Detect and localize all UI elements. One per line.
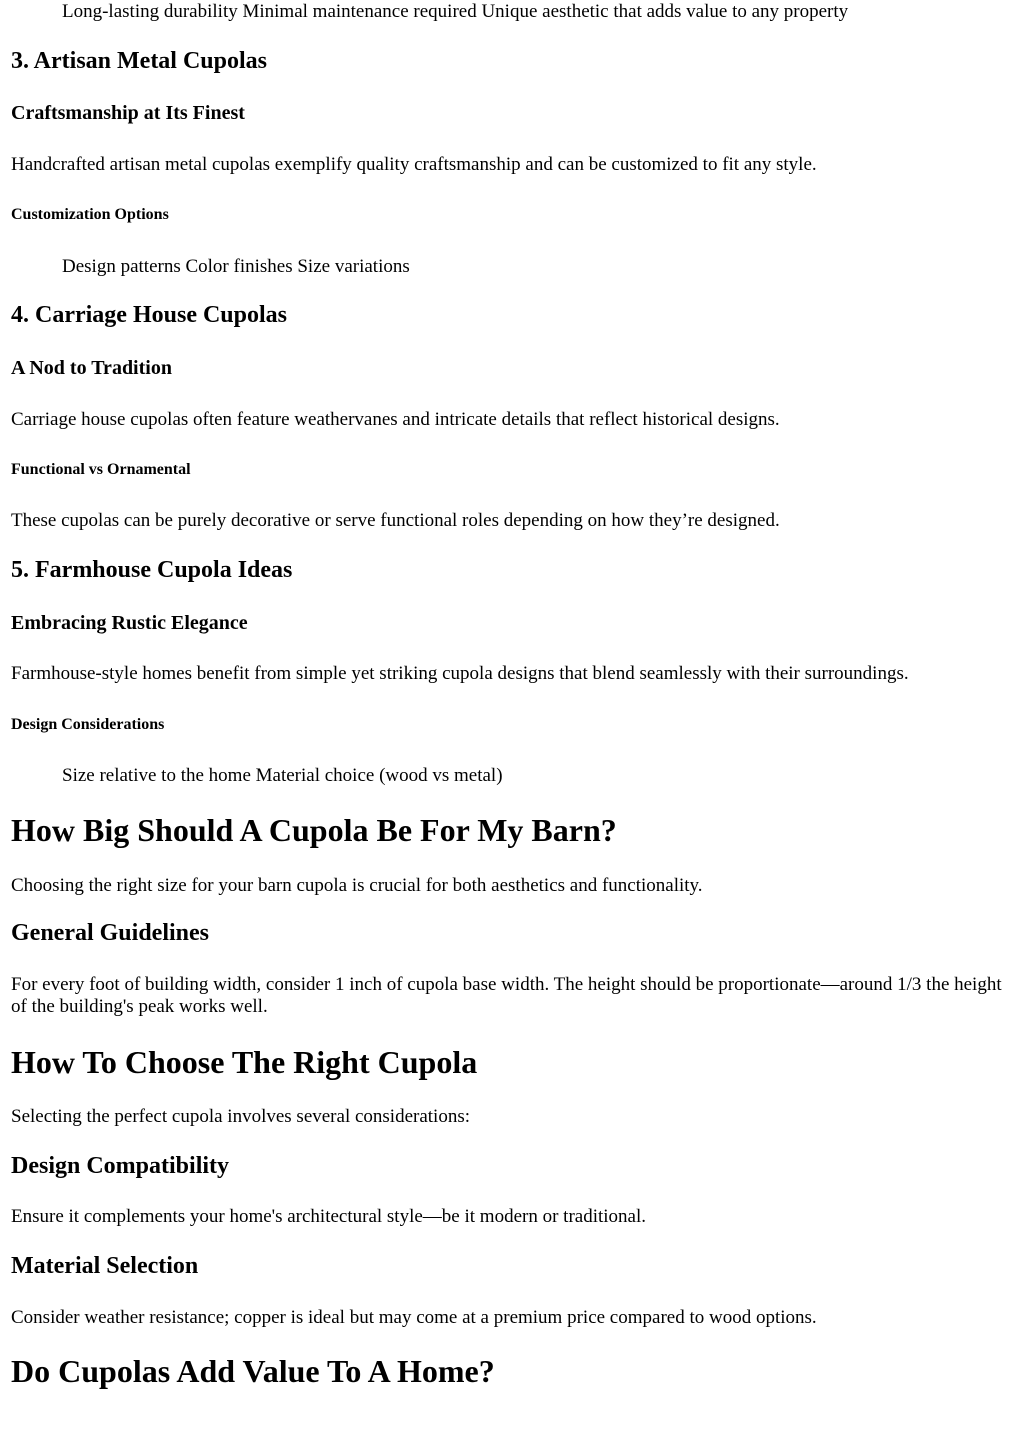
heading-choose-right-cupola: How To Choose The Right Cupola bbox=[11, 1044, 478, 1080]
paragraph-choosing-size: Choosing the right size for your barn cupola is crucial for both aesthetics and functionality. bbox=[11, 875, 703, 896]
paragraph-selecting: Selecting the perfect cupola involves several considerations: bbox=[11, 1106, 471, 1127]
heading-general-guidelines: General Guidelines bbox=[11, 920, 209, 946]
paragraph-functional-roles: These cupolas can be purely decorative or serve functional roles depending on how they’re designed. bbox=[11, 510, 780, 531]
paragraph-guidelines: For every foot of building width, consider 1 inch of cupola base width. The height should be proportionate—around 1/3 the height of the building's peak works well. bbox=[11, 974, 1002, 1017]
heading-how-big-cupola: How Big Should A Cupola Be For My Barn? bbox=[11, 812, 617, 848]
subheading-design-considerations: Design Considerations bbox=[11, 716, 165, 733]
bullet-list-durability: Long-lasting durability Minimal maintenance required Unique aesthetic that adds value to any property bbox=[62, 1, 849, 22]
heading-design-compatibility: Design Compatibility bbox=[11, 1153, 230, 1179]
heading-farmhouse-cupola-ideas: 5. Farmhouse Cupola Ideas bbox=[11, 557, 293, 583]
paragraph-complements-style: Ensure it complements your home's architectural style—be it modern or traditional. bbox=[11, 1206, 646, 1227]
bullet-list-design-considerations: Size relative to the home Material choice (wood vs metal) bbox=[62, 765, 503, 786]
subheading-functional-vs-ornamental: Functional vs Ornamental bbox=[11, 461, 191, 478]
subheading-craftsmanship: Craftsmanship at Its Finest bbox=[11, 102, 245, 124]
paragraph-carriage-house: Carriage house cupolas often feature weathervanes and intricate details that reflect historical designs. bbox=[11, 409, 780, 430]
subheading-customization-options: Customization Options bbox=[11, 206, 169, 223]
subheading-nod-to-tradition: A Nod to Tradition bbox=[11, 357, 172, 379]
paragraph-weather-resistance: Consider weather resistance; copper is ideal but may come at a premium price compared to wood options. bbox=[11, 1307, 817, 1328]
heading-cupolas-add-value: Do Cupolas Add Value To A Home? bbox=[11, 1353, 495, 1389]
subheading-rustic-elegance: Embracing Rustic Elegance bbox=[11, 612, 248, 634]
bullet-list-customization: Design patterns Color finishes Size variations bbox=[62, 256, 410, 277]
heading-carriage-house-cupolas: 4. Carriage House Cupolas bbox=[11, 302, 287, 328]
paragraph-farmhouse: Farmhouse-style homes benefit from simple yet striking cupola designs that blend seamlessly with their surroundings. bbox=[11, 663, 909, 684]
heading-artisan-metal-cupolas: 3. Artisan Metal Cupolas bbox=[11, 48, 268, 74]
heading-material-selection: Material Selection bbox=[11, 1253, 199, 1279]
paragraph-artisan-metal: Handcrafted artisan metal cupolas exemplify quality craftsmanship and can be customized to fit any style. bbox=[11, 154, 817, 175]
